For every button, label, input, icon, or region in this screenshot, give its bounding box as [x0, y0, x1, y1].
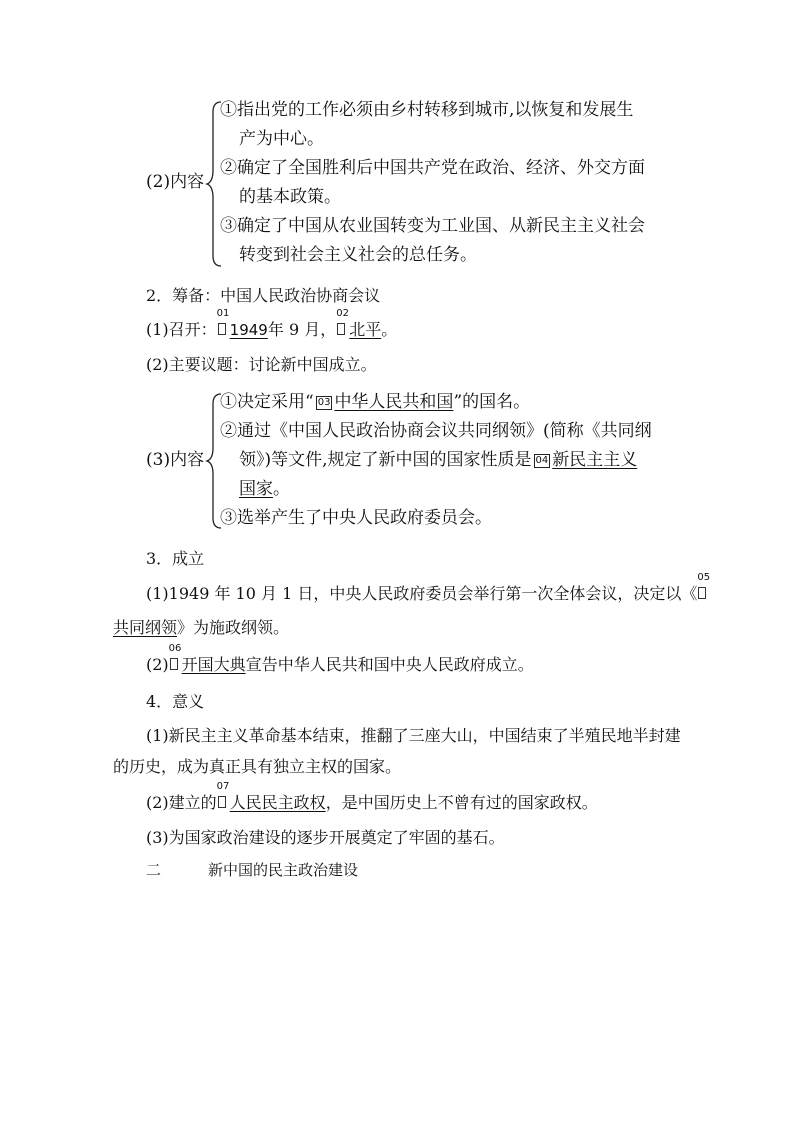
content-item-2-line1: ②确定了全国胜利后中国共产党在政治、经济、外交方面 — [220, 158, 645, 178]
common-program-text: 领》)等文件,规定了新中国的国家性质是 — [239, 450, 532, 470]
answer-country: 国家 — [239, 479, 273, 499]
section-title: 新中国的民主政治建设 — [208, 861, 359, 879]
content-label-2: (2)内容 — [146, 172, 205, 192]
common-program-line3 — [239, 479, 290, 499]
answer-new-democracy: 新民主主义 — [552, 450, 638, 470]
blank-marker-02: 02 — [336, 320, 348, 336]
decision-country-name — [220, 392, 530, 412]
blank-marker-05: 05 — [697, 584, 709, 600]
blank-marker-03: 03 — [317, 397, 331, 408]
blank-marker-06: 06 — [169, 655, 181, 671]
convene-mid: 年 9 月， — [267, 320, 337, 339]
establishment-p1-line1 — [146, 572, 711, 604]
establishment-p1-text: (1)1949 年 10 月 1 日，中央人民政府委员会举行第一次全体会议，决定以《 — [146, 584, 698, 603]
blank-marker-07: 07 — [217, 793, 229, 809]
convene-prefix: (1)召开： — [146, 320, 217, 339]
content-item-3-line1: ③确定了中国从农业国转变为工业国、从新民主主义社会 — [220, 216, 645, 236]
common-program-line1: ②通过《中国人民政治协商会议共同纲领》(简称《共同纲 — [220, 421, 652, 441]
heading-preparation: 2．筹备：中国人民政治协商会议 — [146, 286, 381, 305]
election-item: ③选举产生了中央人民政府委员会。 — [220, 508, 492, 528]
blank-marker-04: 04 — [535, 455, 549, 466]
content-item-1-line1: ①指出党的工作必须由乡村转移到城市,以恢复和发展生 — [220, 100, 634, 120]
decision-prefix: ①决定采用“ — [220, 392, 314, 412]
significance-p3: (3)为国家政治建设的逐步开展奠定了牢固的基石。 — [146, 828, 505, 847]
significance-p1-line2: 的历史，成为真正具有独立主权的国家。 — [113, 757, 402, 776]
main-topic: (2)主要议题：讨论新中国成立。 — [146, 355, 377, 374]
answer-beiping: 北平 — [349, 320, 382, 339]
blank-marker-01: 01 — [217, 320, 229, 336]
common-program-end: 。 — [273, 479, 290, 499]
heading-establishment: 3．成立 — [146, 549, 205, 568]
heading-significance: 4．意义 — [146, 692, 205, 711]
content-item-2-line2: 的基本政策。 — [239, 187, 341, 207]
common-program-line2 — [239, 450, 637, 470]
answer-founding-ceremony: 开国大典 — [181, 655, 246, 674]
section-number: 二 — [146, 861, 162, 879]
establishment-p1-line2 — [113, 618, 289, 638]
content-item-1-line2: 产为中心。 — [239, 129, 324, 149]
establishment-p1-end: 》为施政纲领。 — [177, 618, 290, 637]
answer-prc: 中华人民共和国 — [334, 392, 454, 412]
significance-p1-line1: (1)新民主主义革命基本结束，推翻了三座大山，中国结束了半殖民地半封建 — [146, 726, 681, 745]
significance-p2 — [146, 781, 598, 813]
answer-common-program: 共同纲领 — [113, 618, 178, 637]
answer-peoples-democracy: 人民民主政权 — [229, 793, 326, 812]
answer-year: 1949 — [229, 321, 268, 339]
decision-suffix: ”的国名。 — [453, 392, 531, 412]
significance-p2-prefix: (2)建立的 — [146, 793, 217, 812]
left-brace-1 — [205, 100, 223, 268]
establishment-p2-prefix: (2) — [146, 655, 169, 674]
significance-p2-end: ，是中国历史上不曾有过的国家政权。 — [325, 793, 598, 812]
establishment-p2 — [146, 643, 534, 675]
content-item-3-line2: 转变到社会主义社会的总任务。 — [239, 245, 477, 265]
establishment-p2-end: 宣告中华人民共和国中央人民政府成立。 — [245, 655, 534, 674]
content-label-3: (3)内容 — [146, 450, 205, 470]
convene-line — [146, 308, 398, 340]
convene-end: 。 — [381, 320, 398, 339]
